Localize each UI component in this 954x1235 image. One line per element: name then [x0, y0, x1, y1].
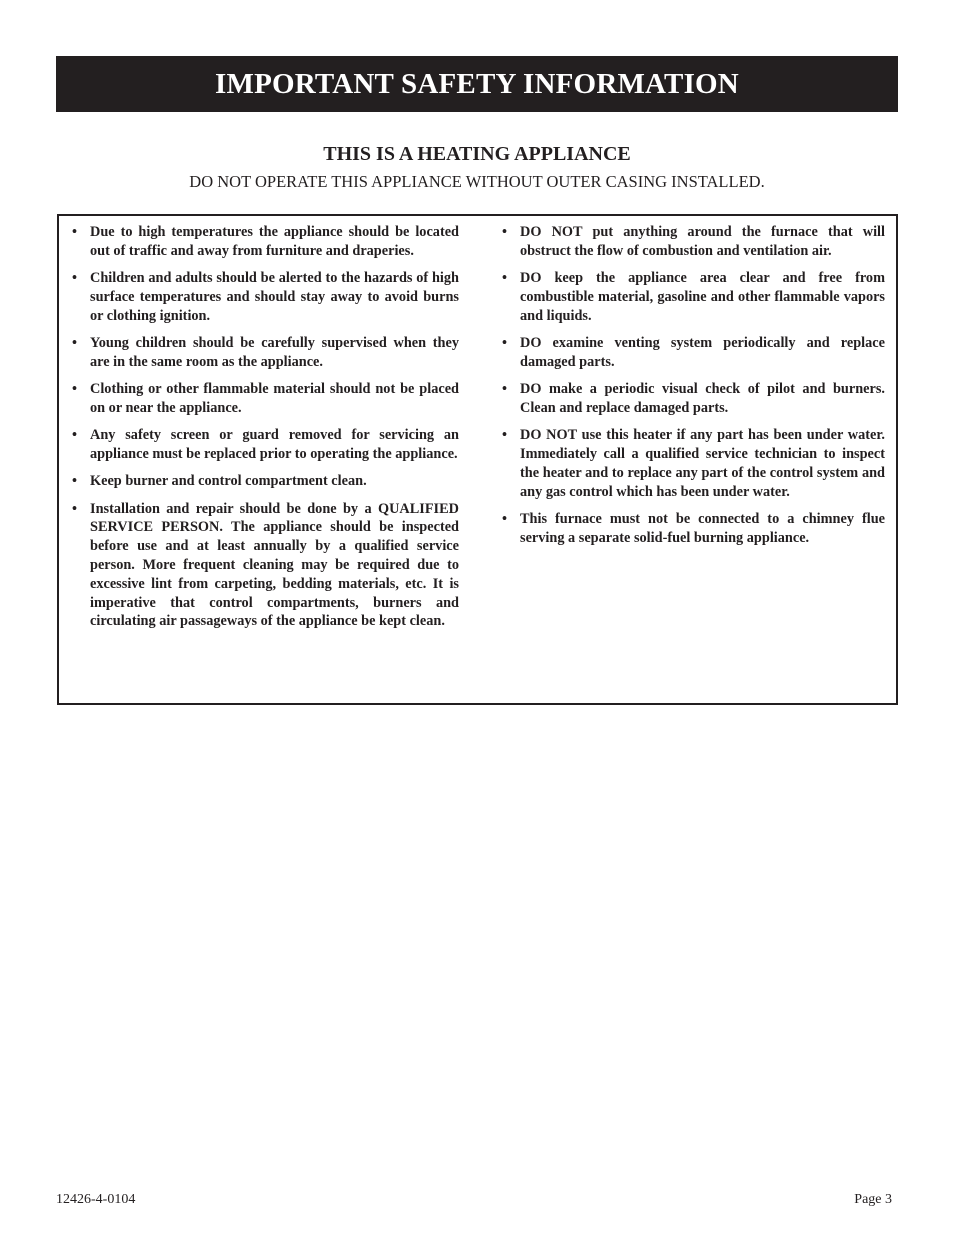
bullet-icon: • [72, 381, 78, 398]
bullet-icon: • [502, 224, 508, 240]
bullet-icon: • [502, 510, 508, 527]
bullet-icon: • [72, 473, 78, 490]
safety-item-text: Young children should be carefully supervised when they are in the same room as the appliance. [90, 334, 459, 370]
bullet-icon: • [502, 381, 508, 398]
safety-item-text: Children and adults should be alerted to the hazards of high surface temperatures and should stay away to avoid burns or clothing ignition. [90, 270, 459, 324]
safety-item-text: DO examine venting system periodically and replace damaged parts. [520, 334, 885, 370]
bullet-icon: • [72, 270, 78, 287]
safety-list-item [499, 380, 885, 418]
safety-item-text: Due to high temperatures the appliance should be located out of traffic and away from furniture and draperies. [90, 224, 459, 259]
safety-list-item [499, 334, 885, 372]
safety-list-item [69, 334, 459, 372]
safety-box [57, 214, 898, 705]
bullet-icon: • [72, 224, 78, 240]
safety-list-item [69, 269, 459, 325]
safety-list-item [69, 380, 459, 418]
safety-item-text: Any safety screen or guard removed for servicing an appliance must be replaced prior to operating the appliance. [90, 427, 459, 462]
safety-list-item [499, 269, 885, 325]
bullet-icon: • [502, 427, 508, 444]
document-number: 12426-4-0104 [56, 1192, 136, 1207]
page-number: Page 3 [854, 1192, 892, 1207]
left-safety-list [69, 223, 459, 640]
safety-list-item [69, 472, 459, 491]
safety-item-text: Installation and repair should be done by a QUALIFIED SERVICE PERSON. The appliance should be inspected before use and at least annually by a qualified service person. More frequent cleaning may be required due to excessive lint from carpeting, bedding materials, etc. It is imperative that control compartments, burners and circulating air passageways of the appliance be kept clean. [90, 500, 459, 630]
casing-warning: DO NOT OPERATE THIS APPLIANCE WITHOUT OUTER CASING INSTALLED. [189, 172, 765, 191]
page-title-banner [56, 56, 898, 112]
page-title: IMPORTANT SAFETY INFORMATION [215, 67, 739, 100]
safety-list-item [69, 500, 459, 632]
safety-list-item [499, 426, 885, 501]
safety-item-text: Keep burner and control compartment clean. [90, 473, 367, 490]
safety-item-text: DO NOT put anything around the furnace that will obstruct the flow of combustion and ventilation air. [520, 224, 885, 259]
safety-item-text: DO NOT use this heater if any part has been under water. Immediately call a qualified service technician to inspect the heater and to replace any part of the control system and any gas control which has been under water. [520, 427, 885, 500]
right-safety-list [499, 223, 885, 556]
safety-list-item [499, 223, 885, 261]
safety-list-item [499, 510, 885, 548]
section-heading: THIS IS A HEATING APPLIANCE [323, 143, 631, 165]
bullet-icon: • [502, 334, 508, 351]
safety-item-text: DO make a periodic visual check of pilot and burners. Clean and replace damaged parts. [520, 381, 885, 416]
safety-item-text: This furnace must not be connected to a chimney flue serving a separate solid-fuel burning appliance. [520, 510, 885, 546]
safety-list-item [69, 223, 459, 261]
bullet-icon: • [72, 334, 78, 351]
safety-item-text: Clothing or other flammable material should not be placed on or near the appliance. [90, 381, 459, 416]
safety-list-item [69, 426, 459, 464]
bullet-icon: • [72, 427, 78, 444]
bullet-icon: • [502, 270, 508, 287]
bullet-icon: • [72, 500, 78, 517]
safety-item-text: DO keep the appliance area clear and free from combustible material, gasoline and other flammable vapors and liquids. [520, 270, 885, 324]
